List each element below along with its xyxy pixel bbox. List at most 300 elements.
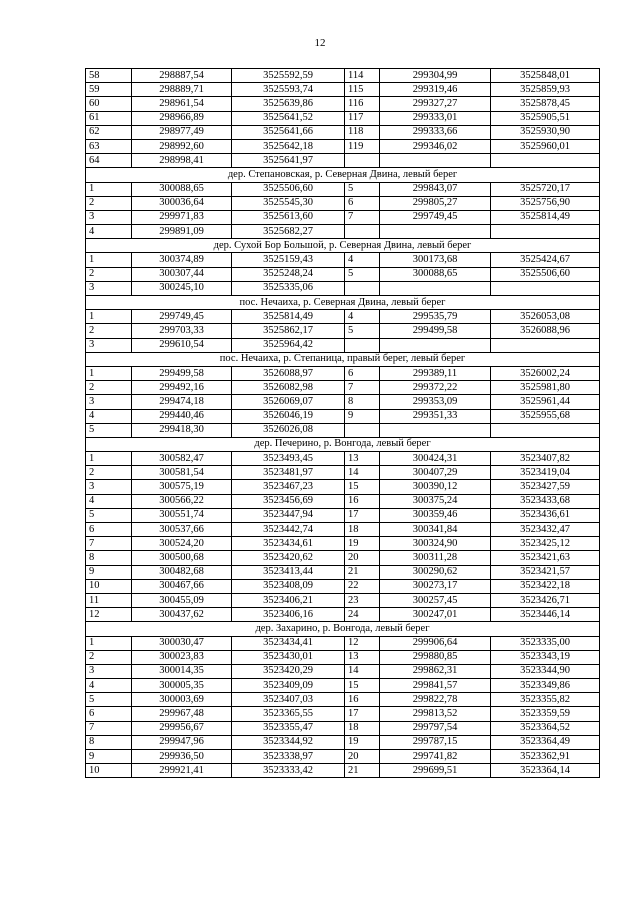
- x-coordinate-cell: 300375,24: [380, 494, 491, 508]
- table-row: [86, 69, 600, 83]
- table-row: [86, 210, 600, 224]
- point-number-cell: 6: [86, 523, 132, 537]
- x-coordinate-cell: 299891,09: [132, 225, 232, 239]
- y-coordinate-cell: 3525814,49: [491, 210, 600, 224]
- x-coordinate-cell: 300524,20: [132, 537, 232, 551]
- point-number-cell: 16: [345, 693, 380, 707]
- y-coordinate-cell: 3523338,97: [232, 750, 345, 764]
- y-coordinate-cell: 3525859,93: [491, 83, 600, 97]
- table-row: [86, 636, 600, 650]
- point-number-cell: 60: [86, 97, 132, 111]
- table-row: [86, 139, 600, 153]
- y-coordinate-cell: [491, 154, 600, 168]
- table-row: [86, 679, 600, 693]
- y-coordinate-cell: 3523413,44: [232, 565, 345, 579]
- x-coordinate-cell: 299805,27: [380, 196, 491, 210]
- table-row: [86, 253, 600, 267]
- point-number-cell: 64: [86, 154, 132, 168]
- table-row: [86, 750, 600, 764]
- section-title: дер. Захарино, р. Вонгода, левый берег: [86, 622, 600, 636]
- x-coordinate-cell: 300407,29: [380, 466, 491, 480]
- x-coordinate-cell: 300341,84: [380, 523, 491, 537]
- point-number-cell: 4: [86, 494, 132, 508]
- x-coordinate-cell: [380, 154, 491, 168]
- y-coordinate-cell: 3525335,06: [232, 281, 345, 295]
- point-number-cell: 24: [345, 608, 380, 622]
- x-coordinate-cell: 300088,65: [380, 267, 491, 281]
- point-number-cell: 2: [86, 267, 132, 281]
- x-coordinate-cell: 300257,45: [380, 593, 491, 607]
- point-number-cell: 3: [86, 395, 132, 409]
- x-coordinate-cell: 300500,68: [132, 551, 232, 565]
- section-title: пос. Нечаиха, р. Северная Двина, левый берег: [86, 296, 600, 310]
- x-coordinate-cell: 300307,44: [132, 267, 232, 281]
- x-coordinate-cell: 299699,51: [380, 764, 491, 778]
- point-number-cell: 5: [345, 267, 380, 281]
- y-coordinate-cell: 3523365,55: [232, 707, 345, 721]
- y-coordinate-cell: 3525641,52: [232, 111, 345, 125]
- table-row: [86, 565, 600, 579]
- table-row: [86, 125, 600, 139]
- y-coordinate-cell: 3526046,19: [232, 409, 345, 423]
- table-row: [86, 537, 600, 551]
- x-coordinate-cell: 298992,60: [132, 139, 232, 153]
- y-coordinate-cell: 3523436,61: [491, 508, 600, 522]
- y-coordinate-cell: 3525960,01: [491, 139, 600, 153]
- x-coordinate-cell: 299921,41: [132, 764, 232, 778]
- x-coordinate-cell: [380, 281, 491, 295]
- y-coordinate-cell: 3525682,27: [232, 225, 345, 239]
- x-coordinate-cell: 300088,65: [132, 182, 232, 196]
- x-coordinate-cell: 300023,83: [132, 650, 232, 664]
- y-coordinate-cell: [491, 281, 600, 295]
- table-row: [86, 764, 600, 778]
- table-row: [86, 721, 600, 735]
- table-row: [86, 735, 600, 749]
- point-number-cell: 19: [345, 735, 380, 749]
- point-number-cell: [345, 338, 380, 352]
- y-coordinate-cell: 3523421,57: [491, 565, 600, 579]
- table-row: [86, 196, 600, 210]
- table-row: [86, 267, 600, 281]
- y-coordinate-cell: 3526026,08: [232, 423, 345, 437]
- y-coordinate-cell: 3523406,21: [232, 593, 345, 607]
- x-coordinate-cell: 299499,58: [380, 324, 491, 338]
- x-coordinate-cell: 299841,57: [380, 679, 491, 693]
- y-coordinate-cell: [491, 338, 600, 352]
- x-coordinate-cell: 299304,99: [380, 69, 491, 83]
- point-number-cell: 17: [345, 707, 380, 721]
- point-number-cell: 6: [345, 366, 380, 380]
- x-coordinate-cell: 300003,69: [132, 693, 232, 707]
- point-number-cell: 4: [86, 225, 132, 239]
- x-coordinate-cell: 299749,45: [380, 210, 491, 224]
- point-number-cell: 8: [345, 395, 380, 409]
- table-row: [86, 83, 600, 97]
- x-coordinate-cell: 299333,01: [380, 111, 491, 125]
- point-number-cell: 23: [345, 593, 380, 607]
- x-coordinate-cell: 299787,15: [380, 735, 491, 749]
- x-coordinate-cell: 300359,46: [380, 508, 491, 522]
- point-number-cell: 20: [345, 750, 380, 764]
- y-coordinate-cell: 3523355,82: [491, 693, 600, 707]
- point-number-cell: 15: [345, 480, 380, 494]
- point-number-cell: 4: [345, 310, 380, 324]
- x-coordinate-cell: 299843,07: [380, 182, 491, 196]
- y-coordinate-cell: 3523434,61: [232, 537, 345, 551]
- point-number-cell: 4: [345, 253, 380, 267]
- point-number-cell: 13: [345, 650, 380, 664]
- x-coordinate-cell: 300014,35: [132, 664, 232, 678]
- point-number-cell: 20: [345, 551, 380, 565]
- x-coordinate-cell: 299822,78: [380, 693, 491, 707]
- table-row: [86, 508, 600, 522]
- x-coordinate-cell: 300245,10: [132, 281, 232, 295]
- y-coordinate-cell: 3525955,68: [491, 409, 600, 423]
- x-coordinate-cell: 299499,58: [132, 366, 232, 380]
- x-coordinate-cell: 299351,33: [380, 409, 491, 423]
- point-number-cell: 61: [86, 111, 132, 125]
- x-coordinate-cell: 300273,17: [380, 579, 491, 593]
- x-coordinate-cell: 300173,68: [380, 253, 491, 267]
- point-number-cell: 22: [345, 579, 380, 593]
- x-coordinate-cell: 299372,22: [380, 381, 491, 395]
- table-row: [86, 338, 600, 352]
- point-number-cell: 5: [86, 423, 132, 437]
- point-number-cell: 3: [86, 281, 132, 295]
- point-number-cell: 10: [86, 764, 132, 778]
- y-coordinate-cell: 3525593,74: [232, 83, 345, 97]
- point-number-cell: 8: [86, 735, 132, 749]
- y-coordinate-cell: 3525964,42: [232, 338, 345, 352]
- x-coordinate-cell: 300030,47: [132, 636, 232, 650]
- point-number-cell: 3: [86, 338, 132, 352]
- table-row: [86, 664, 600, 678]
- y-coordinate-cell: 3523456,69: [232, 494, 345, 508]
- point-number-cell: [345, 154, 380, 168]
- y-coordinate-cell: 3523343,19: [491, 650, 600, 664]
- point-number-cell: 1: [86, 310, 132, 324]
- point-number-cell: 5: [345, 182, 380, 196]
- point-number-cell: [345, 225, 380, 239]
- point-number-cell: 1: [86, 253, 132, 267]
- section-title: дер. Печерино, р. Вонгода, левый берег: [86, 437, 600, 451]
- point-number-cell: 18: [345, 721, 380, 735]
- table-row: [86, 154, 600, 168]
- x-coordinate-cell: 300005,35: [132, 679, 232, 693]
- y-coordinate-cell: 3526069,07: [232, 395, 345, 409]
- x-coordinate-cell: 298961,54: [132, 97, 232, 111]
- y-coordinate-cell: 3523433,68: [491, 494, 600, 508]
- y-coordinate-cell: 3525506,60: [491, 267, 600, 281]
- y-coordinate-cell: 3526082,98: [232, 381, 345, 395]
- table-row: [86, 707, 600, 721]
- y-coordinate-cell: 3525592,59: [232, 69, 345, 83]
- section-header-row: [86, 437, 600, 451]
- point-number-cell: 15: [345, 679, 380, 693]
- y-coordinate-cell: 3525961,44: [491, 395, 600, 409]
- x-coordinate-cell: 300424,31: [380, 452, 491, 466]
- y-coordinate-cell: 3523364,52: [491, 721, 600, 735]
- point-number-cell: 2: [86, 650, 132, 664]
- y-coordinate-cell: 3525814,49: [232, 310, 345, 324]
- table-row: [86, 281, 600, 295]
- y-coordinate-cell: 3523446,14: [491, 608, 600, 622]
- point-number-cell: 4: [86, 409, 132, 423]
- y-coordinate-cell: 3525639,86: [232, 97, 345, 111]
- point-number-cell: 3: [86, 210, 132, 224]
- x-coordinate-cell: 300036,64: [132, 196, 232, 210]
- section-header-row: [86, 168, 600, 182]
- x-coordinate-cell: 300551,74: [132, 508, 232, 522]
- section-header-row: [86, 296, 600, 310]
- y-coordinate-cell: 3523427,59: [491, 480, 600, 494]
- x-coordinate-cell: [380, 338, 491, 352]
- point-number-cell: 4: [86, 679, 132, 693]
- y-coordinate-cell: 3523420,29: [232, 664, 345, 678]
- point-number-cell: 11: [86, 593, 132, 607]
- x-coordinate-cell: 299346,02: [380, 139, 491, 153]
- point-number-cell: 58: [86, 69, 132, 83]
- point-number-cell: 2: [86, 466, 132, 480]
- point-number-cell: 116: [345, 97, 380, 111]
- table-row: [86, 466, 600, 480]
- table-row: [86, 452, 600, 466]
- y-coordinate-cell: 3525720,17: [491, 182, 600, 196]
- table-row: [86, 494, 600, 508]
- table-row: [86, 693, 600, 707]
- point-number-cell: 5: [86, 693, 132, 707]
- table-row: [86, 579, 600, 593]
- x-coordinate-cell: 299418,30: [132, 423, 232, 437]
- table-row: [86, 366, 600, 380]
- y-coordinate-cell: 3525930,90: [491, 125, 600, 139]
- x-coordinate-cell: 299535,79: [380, 310, 491, 324]
- y-coordinate-cell: 3525862,17: [232, 324, 345, 338]
- point-number-cell: 13: [345, 452, 380, 466]
- x-coordinate-cell: 300247,01: [380, 608, 491, 622]
- y-coordinate-cell: [491, 225, 600, 239]
- table-row: [86, 423, 600, 437]
- point-number-cell: 7: [86, 721, 132, 735]
- y-coordinate-cell: 3525506,60: [232, 182, 345, 196]
- point-number-cell: 2: [86, 381, 132, 395]
- x-coordinate-cell: 300581,54: [132, 466, 232, 480]
- table-row: [86, 650, 600, 664]
- x-coordinate-cell: 299492,16: [132, 381, 232, 395]
- y-coordinate-cell: 3523344,90: [491, 664, 600, 678]
- point-number-cell: 16: [345, 494, 380, 508]
- x-coordinate-cell: 300575,19: [132, 480, 232, 494]
- point-number-cell: 119: [345, 139, 380, 153]
- y-coordinate-cell: 3525248,24: [232, 267, 345, 281]
- y-coordinate-cell: 3523349,86: [491, 679, 600, 693]
- page-number: 12: [314, 37, 326, 49]
- x-coordinate-cell: [380, 423, 491, 437]
- y-coordinate-cell: 3523442,74: [232, 523, 345, 537]
- x-coordinate-cell: 299474,18: [132, 395, 232, 409]
- x-coordinate-cell: 300324,90: [380, 537, 491, 551]
- point-number-cell: 3: [86, 480, 132, 494]
- point-number-cell: 14: [345, 664, 380, 678]
- table-row: [86, 182, 600, 196]
- point-number-cell: 5: [86, 508, 132, 522]
- x-coordinate-cell: 299862,31: [380, 664, 491, 678]
- y-coordinate-cell: 3523467,23: [232, 480, 345, 494]
- x-coordinate-cell: 298887,54: [132, 69, 232, 83]
- point-number-cell: [345, 423, 380, 437]
- y-coordinate-cell: 3525905,51: [491, 111, 600, 125]
- x-coordinate-cell: 300437,62: [132, 608, 232, 622]
- x-coordinate-cell: 299967,48: [132, 707, 232, 721]
- x-coordinate-cell: 299319,46: [380, 83, 491, 97]
- y-coordinate-cell: 3523364,49: [491, 735, 600, 749]
- y-coordinate-cell: 3523419,04: [491, 466, 600, 480]
- y-coordinate-cell: 3525756,90: [491, 196, 600, 210]
- x-coordinate-cell: 299333,66: [380, 125, 491, 139]
- y-coordinate-cell: 3523344,92: [232, 735, 345, 749]
- x-coordinate-cell: 298977,49: [132, 125, 232, 139]
- point-number-cell: 62: [86, 125, 132, 139]
- point-number-cell: [345, 281, 380, 295]
- table-row: [86, 409, 600, 423]
- x-coordinate-cell: 299797,54: [380, 721, 491, 735]
- section-title: дер. Степановская, р. Северная Двина, левый берег: [86, 168, 600, 182]
- y-coordinate-cell: 3525159,43: [232, 253, 345, 267]
- y-coordinate-cell: 3525613,60: [232, 210, 345, 224]
- x-coordinate-cell: 300455,09: [132, 593, 232, 607]
- point-number-cell: 14: [345, 466, 380, 480]
- y-coordinate-cell: 3525981,80: [491, 381, 600, 395]
- table-row: [86, 480, 600, 494]
- table-row: [86, 324, 600, 338]
- y-coordinate-cell: [491, 423, 600, 437]
- point-number-cell: 2: [86, 196, 132, 210]
- table-row: [86, 381, 600, 395]
- point-number-cell: 19: [345, 537, 380, 551]
- x-coordinate-cell: 299971,83: [132, 210, 232, 224]
- point-number-cell: 12: [86, 608, 132, 622]
- point-number-cell: 10: [86, 579, 132, 593]
- x-coordinate-cell: 298889,71: [132, 83, 232, 97]
- section-title: пос. Нечаиха, р. Степаница, правый берег, левый берег: [86, 352, 600, 366]
- point-number-cell: 6: [345, 196, 380, 210]
- y-coordinate-cell: 3523355,47: [232, 721, 345, 735]
- section-header-row: [86, 622, 600, 636]
- x-coordinate-cell: 299610,54: [132, 338, 232, 352]
- point-number-cell: 1: [86, 452, 132, 466]
- x-coordinate-cell: 300537,66: [132, 523, 232, 537]
- section-header-row: [86, 239, 600, 253]
- point-number-cell: 9: [86, 750, 132, 764]
- y-coordinate-cell: 3523409,09: [232, 679, 345, 693]
- x-coordinate-cell: 299956,67: [132, 721, 232, 735]
- point-number-cell: 115: [345, 83, 380, 97]
- y-coordinate-cell: 3523422,18: [491, 579, 600, 593]
- point-number-cell: 9: [345, 409, 380, 423]
- point-number-cell: 9: [86, 565, 132, 579]
- table-row: [86, 523, 600, 537]
- x-coordinate-cell: 299813,52: [380, 707, 491, 721]
- table-row: [86, 395, 600, 409]
- x-coordinate-cell: 300311,28: [380, 551, 491, 565]
- point-number-cell: 7: [345, 210, 380, 224]
- x-coordinate-cell: 299936,50: [132, 750, 232, 764]
- x-coordinate-cell: 300374,89: [132, 253, 232, 267]
- x-coordinate-cell: 299389,11: [380, 366, 491, 380]
- y-coordinate-cell: 3523364,14: [491, 764, 600, 778]
- y-coordinate-cell: 3523432,47: [491, 523, 600, 537]
- y-coordinate-cell: 3523407,82: [491, 452, 600, 466]
- y-coordinate-cell: 3523408,09: [232, 579, 345, 593]
- y-coordinate-cell: 3523406,16: [232, 608, 345, 622]
- x-coordinate-cell: 299327,27: [380, 97, 491, 111]
- x-coordinate-cell: 300390,12: [380, 480, 491, 494]
- y-coordinate-cell: 3523425,12: [491, 537, 600, 551]
- x-coordinate-cell: [380, 225, 491, 239]
- point-number-cell: 1: [86, 366, 132, 380]
- y-coordinate-cell: 3525878,45: [491, 97, 600, 111]
- y-coordinate-cell: 3523359,59: [491, 707, 600, 721]
- point-number-cell: 7: [86, 537, 132, 551]
- y-coordinate-cell: 3523447,94: [232, 508, 345, 522]
- table-row: [86, 111, 600, 125]
- point-number-cell: 21: [345, 764, 380, 778]
- x-coordinate-cell: 300566,22: [132, 494, 232, 508]
- point-number-cell: 8: [86, 551, 132, 565]
- point-number-cell: 1: [86, 636, 132, 650]
- x-coordinate-cell: 299906,64: [380, 636, 491, 650]
- point-number-cell: 117: [345, 111, 380, 125]
- point-number-cell: 21: [345, 565, 380, 579]
- x-coordinate-cell: 298966,89: [132, 111, 232, 125]
- point-number-cell: 3: [86, 664, 132, 678]
- point-number-cell: 5: [345, 324, 380, 338]
- x-coordinate-cell: 299440,46: [132, 409, 232, 423]
- y-coordinate-cell: 3523493,45: [232, 452, 345, 466]
- table-row: [86, 608, 600, 622]
- table-row: [86, 310, 600, 324]
- y-coordinate-cell: 3525641,66: [232, 125, 345, 139]
- point-number-cell: 63: [86, 139, 132, 153]
- x-coordinate-cell: 300467,66: [132, 579, 232, 593]
- table-row: [86, 97, 600, 111]
- y-coordinate-cell: 3526053,08: [491, 310, 600, 324]
- y-coordinate-cell: 3525848,01: [491, 69, 600, 83]
- x-coordinate-cell: 299741,82: [380, 750, 491, 764]
- x-coordinate-cell: 299353,09: [380, 395, 491, 409]
- x-coordinate-cell: 299880,85: [380, 650, 491, 664]
- y-coordinate-cell: 3526088,96: [491, 324, 600, 338]
- y-coordinate-cell: 3525641,97: [232, 154, 345, 168]
- x-coordinate-cell: 298998,41: [132, 154, 232, 168]
- y-coordinate-cell: 3523333,42: [232, 764, 345, 778]
- y-coordinate-cell: 3526088,97: [232, 366, 345, 380]
- coordinates-table: [85, 68, 600, 778]
- point-number-cell: 17: [345, 508, 380, 522]
- point-number-cell: 118: [345, 125, 380, 139]
- x-coordinate-cell: 299749,45: [132, 310, 232, 324]
- section-title: дер. Сухой Бор Большой, р. Северная Двина, левый берег: [86, 239, 600, 253]
- y-coordinate-cell: 3525545,30: [232, 196, 345, 210]
- y-coordinate-cell: 3523421,63: [491, 551, 600, 565]
- point-number-cell: 59: [86, 83, 132, 97]
- x-coordinate-cell: 300290,62: [380, 565, 491, 579]
- point-number-cell: 12: [345, 636, 380, 650]
- y-coordinate-cell: 3523362,91: [491, 750, 600, 764]
- y-coordinate-cell: 3523426,71: [491, 593, 600, 607]
- x-coordinate-cell: 299947,96: [132, 735, 232, 749]
